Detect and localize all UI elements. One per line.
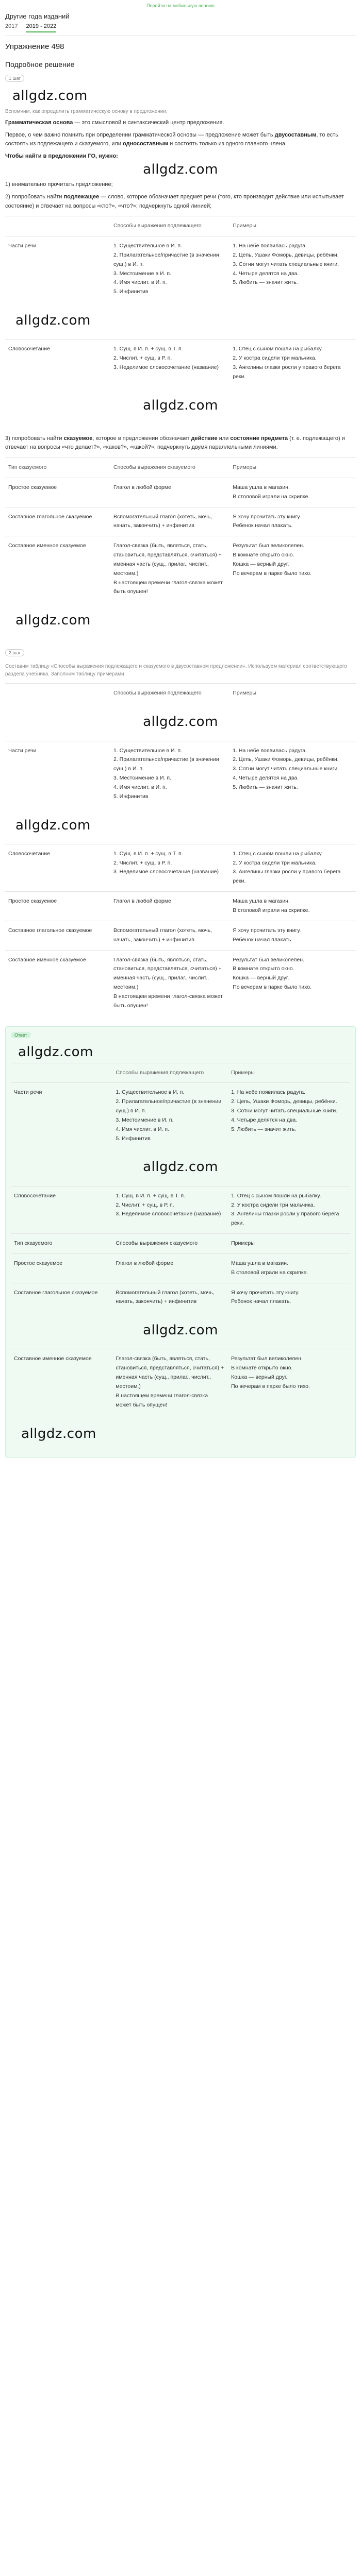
row-ways: Глагол в любой форме — [112, 1253, 228, 1283]
row-ways: Глагол в любой форме — [110, 892, 229, 921]
row-name: Словосочетание — [11, 1186, 112, 1233]
table-header: Примеры — [229, 684, 356, 703]
row-examples: 1. Отец с сыном пошли на рыбалку. 2. У костра сидели три мальчика. 3. Ангелины глазки росли у правого берега реки. — [229, 844, 356, 891]
answer-badge: Ответ — [11, 1032, 31, 1038]
row-examples: 1. Отец с сыном пошли на рыбалку. 2. У костра сидели три мальчика. 3. Ангелины глазки росли у правого берега реки. — [229, 340, 356, 387]
table-row — [5, 478, 356, 507]
row-name: Составное именное сказуемое — [11, 1349, 112, 1415]
watermark: allgdz.com — [15, 313, 91, 329]
intro-step-read: 1) внимательно прочитать предложение; — [5, 181, 113, 188]
solution-title: Подробное решение — [5, 60, 75, 69]
row-name: Части речи — [11, 1083, 112, 1149]
step-1-badge: 1 шаг — [5, 75, 24, 82]
table-row — [11, 1283, 350, 1312]
row-ways: 1. Сущ. в И. п. + сущ. в Т. п. 2. Числит. + сущ. в Р. п. 3. Неделимое словосочетание (название) — [112, 1186, 228, 1233]
row-name: Составное глагольное сказуемое — [5, 921, 110, 950]
row-name: Части речи — [5, 236, 110, 302]
watermark: allgdz.com — [143, 397, 218, 413]
answer-table — [11, 1063, 350, 1452]
row-name: Части речи — [5, 741, 110, 807]
subject-table — [5, 216, 356, 424]
table-row — [11, 1234, 350, 1254]
table-row — [5, 921, 356, 950]
row-examples: Я хочу прочитать эту книгу. Ребенок начал плакать. — [229, 921, 356, 950]
watermark: allgdz.com — [15, 613, 91, 629]
row-ways: 1. Существительное в И. п. 2. Прилагательное/причастие (в значении сущ.) в И. п. 3. Местоимение в И. п. 4. Имя числит. в И. п. 5. Инфинитив — [110, 741, 229, 807]
table-header — [11, 1063, 112, 1083]
row-examples: Примеры — [228, 1234, 350, 1254]
table-header: Примеры — [229, 216, 356, 236]
intro-gray-text: Вспомним, как определить грамматическую основу в предложении. — [5, 109, 168, 114]
year-tab-2017[interactable]: 2017 — [5, 23, 18, 29]
summary-table — [5, 683, 356, 1015]
row-examples: Маша ушла в магазин. В столовой играли на скрипке. — [229, 892, 356, 921]
table-row — [5, 741, 356, 807]
row-ways: 1. Существительное в И. п. 2. Прилагательное/причастие (в значении сущ.) в И. п. 3. Местоимение в И. п. 4. Имя числит. в И. п. 5. Инфинитив — [110, 236, 229, 302]
watermark: allgdz.com — [15, 817, 91, 833]
table-row — [5, 340, 356, 387]
watermark: allgdz.com — [12, 88, 88, 104]
row-name: Составное глагольное сказуемое — [11, 1283, 112, 1312]
row-examples: Результат был великолепен. В комнате открыто окно. Кошка — верный друг. По вечерам в парке было тихо. — [229, 950, 356, 1016]
row-name: Простое сказуемое — [11, 1253, 112, 1283]
year-tab-2019-2022[interactable]: 2019 - 2022 — [26, 23, 56, 32]
row-ways: 1. Сущ. в И. п. + сущ. в Т. п. 2. Числит. + сущ. в Р. п. 3. Неделимое словосочетание (название) — [110, 340, 229, 387]
table-row — [5, 507, 356, 536]
watermark: allgdz.com — [18, 1044, 93, 1060]
table-header: Способы выражения подлежащего — [110, 216, 229, 236]
table-row — [11, 1186, 350, 1233]
row-ways: 1. Сущ. в И. п. + сущ. в Т. п. 2. Числит. + сущ. в Р. п. 3. Неделимое словосочетание (название) — [110, 844, 229, 891]
row-ways: Глагол-связка (быть, являться, стать, становиться, представляться, считаться) + именная часть (сущ., прилаг., числит., местоим.) В настоящем времени глагол-связка может быть опущен! — [110, 536, 229, 602]
row-ways: 1. Существительное в И. п. 2. Прилагательное/причастие (в значении сущ.) в И. п. 3. Местоимение в И. п. 4. Имя числит. в И. п. 5. Инфинитив — [112, 1083, 228, 1149]
row-examples: Результат был великолепен. В комнате открыто окно. Кошка — верный друг. По вечерам в парке было тихо. — [228, 1349, 350, 1415]
row-name: Словосочетание — [5, 340, 110, 387]
row-ways: Способы выражения сказуемого — [112, 1234, 228, 1254]
row-examples: Результат был великолепен. В комнате открыто окно. Кошка — верный друг. По вечерам в парке было тихо. — [229, 536, 356, 602]
row-ways: Вспомогательный глагол (хотеть, мочь, начать, закончить) + инфинитив — [110, 507, 229, 536]
table-header: Способы выражения сказуемого — [110, 458, 229, 478]
predicate-table — [5, 457, 356, 639]
row-name: Простое сказуемое — [5, 892, 110, 921]
watermark: allgdz.com — [143, 162, 218, 178]
table-row — [11, 1349, 350, 1415]
intro-how-to: Чтобы найти в предложении ГО, нужно: — [5, 152, 118, 159]
answer-box — [5, 1026, 356, 1458]
table-header: Тип сказуемого — [5, 458, 110, 478]
row-examples: Маша ушла в магазин. В столовой играли на скрипке. — [228, 1253, 350, 1283]
row-examples: Я хочу прочитать эту книгу. Ребенок начал плакать. — [229, 507, 356, 536]
table-header: Примеры — [229, 458, 356, 478]
table-row — [11, 1253, 350, 1283]
row-name: Составное именное сказуемое — [5, 950, 110, 1016]
watermark: allgdz.com — [143, 1159, 218, 1175]
row-ways: Глагол в любой форме — [110, 478, 229, 507]
intro-types: Первое, о чем важно помнить при определении грамматической основы — предложение может быть двусоставным, то есть состоять из подлежащего и сказуемого, или односоставным и состоять только из одного главного члена. — [5, 131, 338, 147]
row-name: Словосочетание — [5, 844, 110, 891]
row-examples: Маша ушла в магазин. В столовой играли на скрипке. — [229, 478, 356, 507]
year-tabs — [5, 23, 356, 36]
table-row — [5, 892, 356, 921]
other-years-title: Другие года изданий — [5, 12, 70, 20]
row-examples: Я хочу прочитать эту книгу. Ребенок начал плакать. — [228, 1283, 350, 1312]
intro-step-subject: 2) попробовать найти подлежащее — слово, которое обозначает предмет речи (того, кто производит действие или испытывает состояние) и отвечает на вопросы «кто?», «что?»; подчеркнуть одной линией; — [5, 193, 344, 209]
step-2-badge: 2 шаг — [5, 649, 24, 656]
table-row — [5, 950, 356, 1016]
intro-definition: Грамматическая основа — это смысловой и синтаксический центр предложения. — [5, 120, 224, 126]
table-row — [11, 1083, 350, 1149]
row-examples: 1. На небе появилась радуга. 2. Цепь, Ушаки Фоморь, девицы, ребёнки. 3. Сотни могут читать специальные книги. 4. Четыре делятся на два. 5. Любить — значит жить. — [229, 741, 356, 807]
watermark: allgdz.com — [21, 1426, 96, 1442]
table-header: Способы выражения подлежащего — [110, 684, 229, 703]
row-name: Тип сказуемого — [11, 1234, 112, 1254]
table-row — [5, 236, 356, 302]
step-2-gray-text: Составим таблицу «Способы выражения подлежащего и сказуемого в двусоставном предложении». Используем материал соответствующего раздела учебника. Заполним таблицу примерами. — [5, 664, 347, 677]
table-row — [5, 844, 356, 891]
row-name: Простое сказуемое — [5, 478, 110, 507]
row-name: Составное именное сказуемое — [5, 536, 110, 602]
table-row — [5, 536, 356, 602]
exercise-title: Упражнение 498 — [5, 42, 64, 51]
table-header: Способы выражения подлежащего — [112, 1063, 228, 1083]
row-ways: Вспомогательный глагол (хотеть, мочь, начать, закончить) + инфинитив — [112, 1283, 228, 1312]
row-examples: 1. Отец с сыном пошли на рыбалку. 2. У костра сидели три мальчика. 3. Ангелины глазки росли у правого берега реки. — [228, 1186, 350, 1233]
watermark: allgdz.com — [143, 1323, 218, 1338]
row-ways: Глагол-связка (быть, являться, стать, становиться, представляться, считаться) + именная часть (сущ., прилаг., числит., местоим.) В настоящем времени глагол-связка может быть опущен! — [110, 950, 229, 1016]
table-header: Примеры — [228, 1063, 350, 1083]
row-ways: Глагол-связка (быть, являться, стать, становиться, представляться, считаться) + именная часть (сущ., прилаг., числит., местоим.) В настоящем времени глагол-связка может быть опущен! — [112, 1349, 228, 1415]
mobile-version-link[interactable]: Перейти на мобильную версию — [146, 3, 215, 8]
row-examples: 1. На небе появилась радуга. 2. Цепь, Ушаки Фоморь, девицы, ребёнки. 3. Сотни могут читать специальные книги. 4. Четыре делятся на два. 5. Любить — значит жить. — [228, 1083, 350, 1149]
intro-step-predicate: 3) попробовать найти сказуемое, которое в предложении обозначает действие или состояние предмета (т. е. подлежащего) и отвечает на вопросы «что делает?», «каков?», «какой?»; подчеркнуть двумя параллельными линиями. — [5, 435, 345, 451]
table-header — [5, 216, 110, 236]
table-header — [5, 684, 110, 703]
watermark: allgdz.com — [143, 714, 218, 730]
row-ways: Вспомогательный глагол (хотеть, мочь, начать, закончить) + инфинитив — [110, 921, 229, 950]
row-name: Составное глагольное сказуемое — [5, 507, 110, 536]
row-examples: 1. На небе появилась радуга. 2. Цепь, Ушаки Фоморь, девицы, ребёнки. 3. Сотни могут читать специальные книги. 4. Четыре делятся на два. 5. Любить — значит жить. — [229, 236, 356, 302]
